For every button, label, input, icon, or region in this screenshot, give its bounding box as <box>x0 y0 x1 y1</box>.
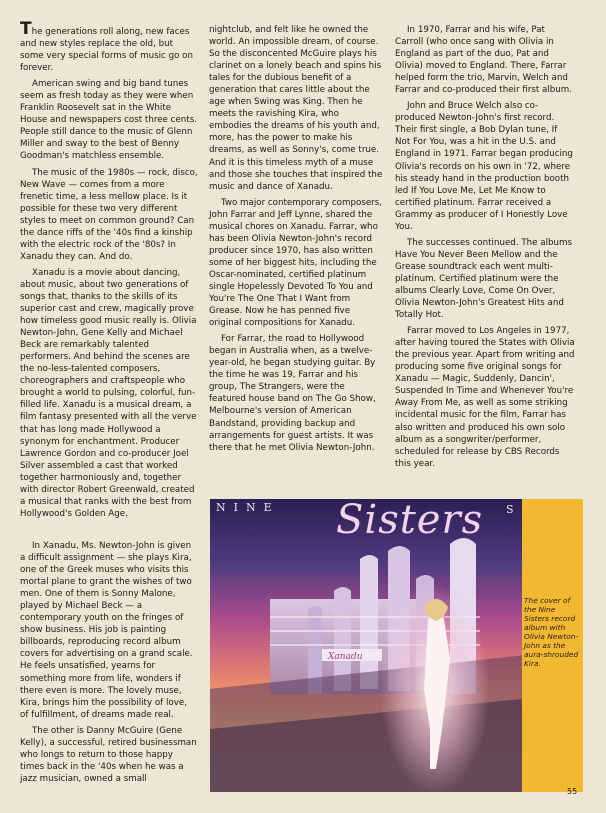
marquee-text: Xanadu <box>328 652 363 662</box>
paragraph: American swing and big band tunes seem as fresh today as they were when Franklin Roosevelt sat in the White House and newspapers cost three cents. People still dance to the music of Glenn Miller and sway to the best of Benny Goodman's matchless ensemble. <box>20 79 197 162</box>
album-title-sisters: Sisters <box>336 499 484 543</box>
article-column-2 <box>209 24 383 454</box>
image-caption: The cover of the Nine Sisters record album with Olivia Newton-John as the aura-shrouded Kira. <box>524 596 579 668</box>
article-column-1-continued <box>20 540 198 785</box>
album-cover-image <box>210 499 583 792</box>
paragraph: In Xanadu, Ms. Newton-John is given a difficult assignment — she plays Kira, one of the Greek muses who visits this mortal plane to grant the wishes of two men. One of them is Sonny Malone, played by Michael Beck — a contemporary youth on the fringes of show business. His job is painting billboards, reproducing record album covers for advertising on a grand scale. He feels unsatisfied, yearns for something more from life, wonders if there even is more. The lovely muse, Kira, brings him the possibility of love, of fulfillment, of dreams made real. <box>20 541 193 720</box>
article-column-1 <box>20 19 198 520</box>
paragraph: The music of the 1980s — rock, disco, New Wave — comes from a more frenetic time, a less mellow place. Is it possible for these two very different styles to meet on common ground? Can the dance riffs of the '40s find a kinship with the electric rock of the '80s? In Xanadu they can. And do. <box>20 167 198 262</box>
paragraph: nightclub, and felt like he owned the world. An impossible dream, of course. So the disconcented McGuire plays his clarinet on a lonely beach and spins his tales for the dubious benefit of a generation that cares little about the age when Swing was King. Then he meets the ravishing Kira, who embodies the dreams of his youth and, more, has the power to make his dreams, as well as Sonny's, come true. And it is this timeless myth of a muse and those she touches that inspired the music and dance of Xanadu. <box>209 25 383 192</box>
paragraph: Two major contemporary composers, John Farrar and Jeff Lynne, shared the musical chores on Xanadu. Farrar, who has been Olivia Newton-John's record producer since 1970, has also written some of her biggest hits, including the Oscar-nominated, certified platinum single Hopelessly Devoted To You and You're The One That I Want from Grease. Now he has penned five original compositions for Xanadu. <box>209 197 383 329</box>
paragraph: The generations roll along, new faces and new styles replace the old, but some very special forms of music go on forever. <box>20 19 193 74</box>
album-title-tail: S <box>506 503 522 516</box>
paragraph: The other is Danny McGuire (Gene Kelly), a successful, retired businessman who longs to return to those happy times back in the '40s when he was a jazz musician, owned a small <box>20 725 197 784</box>
paragraph: Xanadu is a movie about dancing, about music, about two generations of songs that, thanks to the skills of its superior cast and crew, magically prove how timeless good music really is. Olivia Newton-John, Gene Kelly and Michael Beck are remarkably talented performers. And behind the scenes are the no-less-talented composers, choreographers and craftspeople who brought a world to pulsing, colorful, fun-filled life. Xanadu is a musical dream, a film fantasy presented with all the verve that has long made Hollywood a synonym for enchantment. Producer Lawrence Gordon and co-producer Joel Silver assembled a cast that worked together harmoniously and, together with director Robert Greenwald, created a musical that ranks with the best from Hollywood's Golden Age. <box>20 267 197 519</box>
album-title-nine: NINE <box>216 501 280 514</box>
paragraph: John and Bruce Welch also co-produced Newton-John's first record. Their first single, a Bob Dylan tune, If Not For You, was a hit in the U.S. and England in 1971. Farrar began producing Olivia's records on his own in '72, where his steady hand in the production booth led If You Love Me, Let Me Know to certified platinum. Farrar received a Grammy as producer of I Honestly Love You. <box>395 101 573 232</box>
paragraph: Farrar moved to Los Angeles in 1977, after having toured the States with Olivia the previous year. Apart from writing and producing some five original songs for Xanadu — Magic, Suddenly, Dancin', Suspended In Time and Whenever You're Away From Me, as well as some striking incidental music for the film, Farrar has also written and produced his own solo album as a songwriter/performer, scheduled for release by CBS Records this year. <box>395 326 575 469</box>
page-number: 55 <box>567 787 578 796</box>
article-column-3 <box>395 24 575 470</box>
paragraph: For Farrar, the road to Hollywood began in Australia when, as a twelve-year-old, he began studying guitar. By the time he was 19, Farrar and his group, The Strangers, were the featured house band on The Go Show, Melbourne's version of American Bandstand, providing backup and arrangements for guest artists. It was there that he met Olivia Newton-John. <box>209 334 376 453</box>
paragraph: The successes continued. The albums Have You Never Been Mellow and the Grease soundtrack each went multi-platinum. Certified platinum were the albums Clearly Love, Come On Over, Olivia Newton-John's Greatest Hits and Totally Hot. <box>395 237 573 321</box>
paragraph: In 1970, Farrar and his wife, Pat Carroll (who once sang with Olivia in England as part of the duo, Pat and Olivia) moved to England. There, Farrar helped form the trio, Marvin, Welch and Farrar and co-produced their first album. <box>395 25 573 96</box>
